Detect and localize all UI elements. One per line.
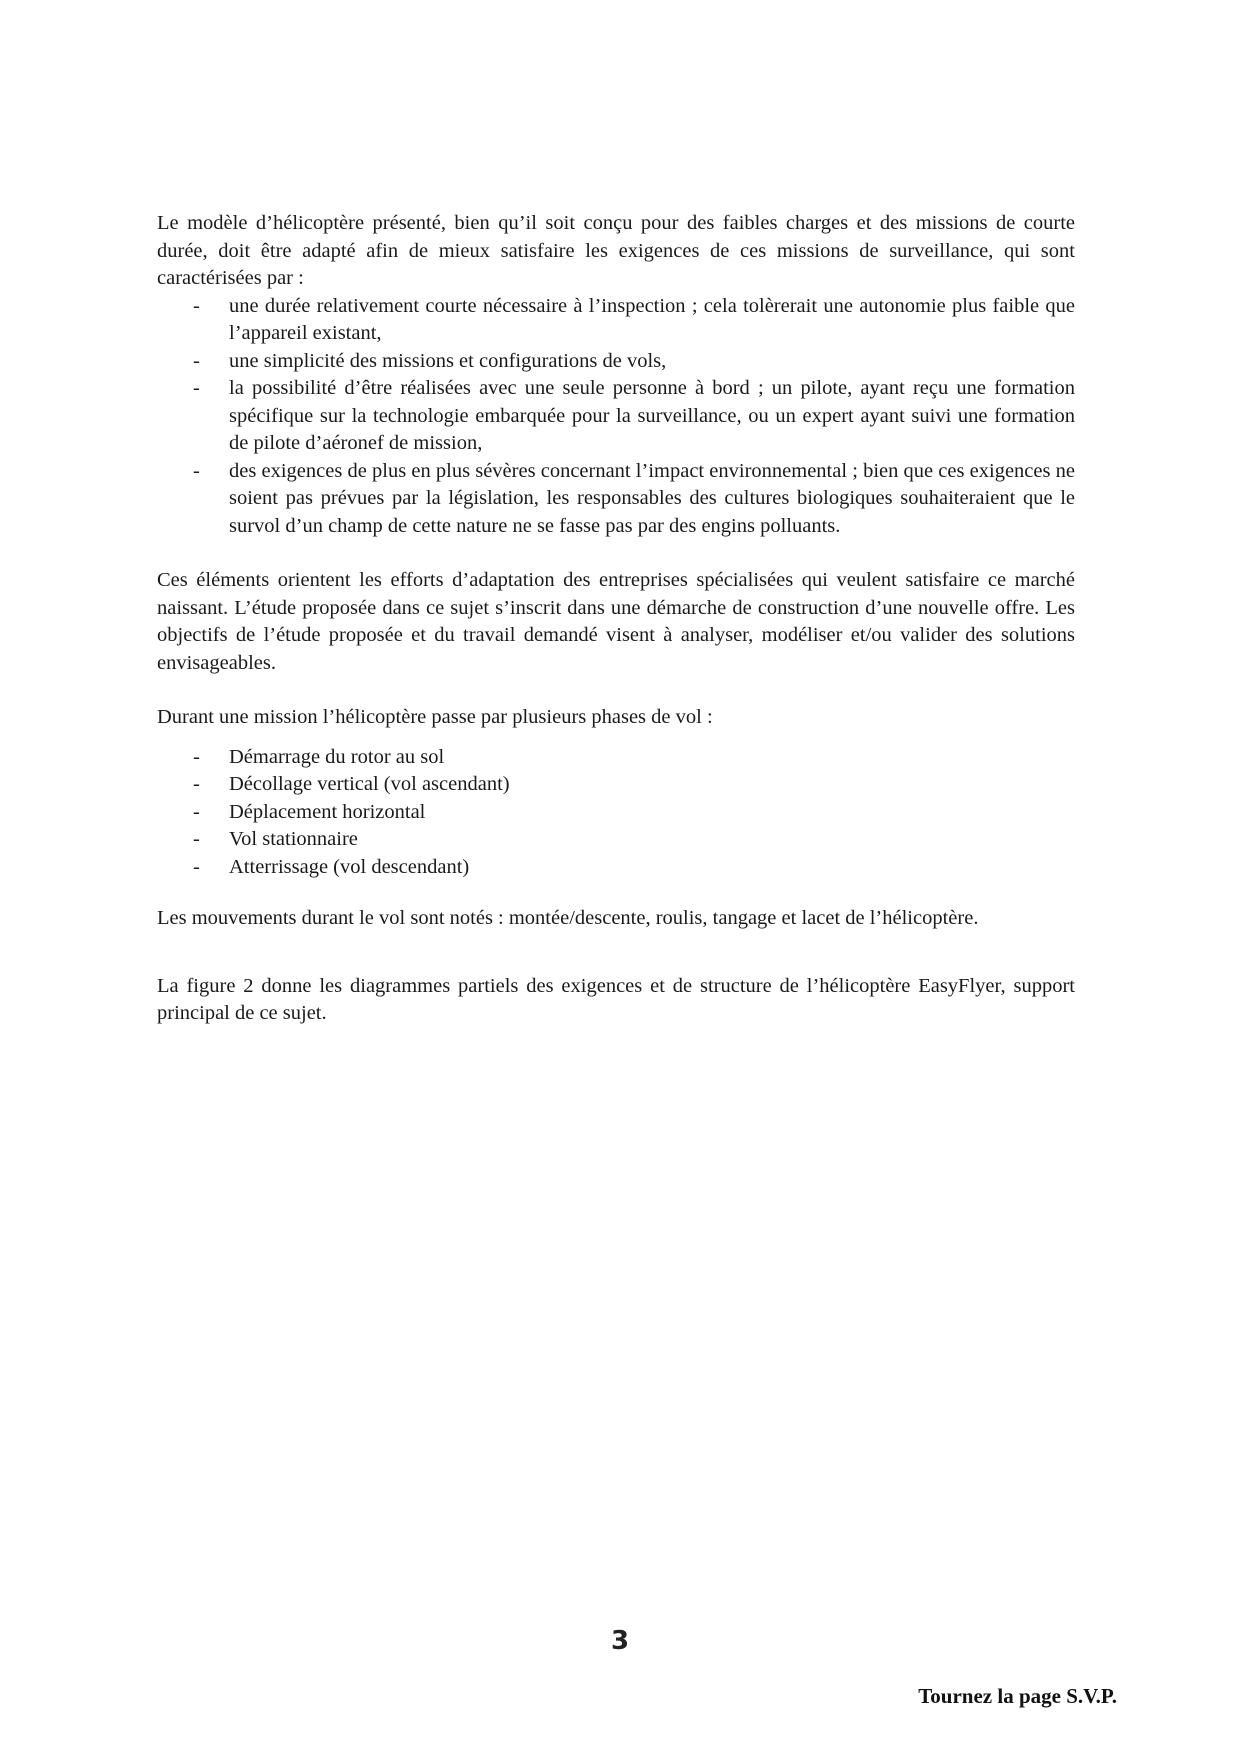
requirement-text: la possibilité d’être réalisées avec une seule personne à bord ; un pilote, ayant reçu une formation spécifique sur la technologie embarquée pour la surveillance, ou un expert ayant suivi une formation de pilote d’aéronef de mission, (229, 377, 1075, 454)
list-item (157, 826, 1075, 854)
movements-paragraph: Les mouvements durant le vol sont notés : montée/descente, roulis, tangage et lacet de l’hélicoptère. (157, 907, 979, 929)
phase-text: Décollage vertical (vol ascendant) (229, 773, 510, 795)
page-number: 3 (610, 1626, 630, 1656)
figure-reference-paragraph: La figure 2 donne les diagrammes partiels des exigences et de structure de l’hélicoptère EasyFlyer, support principal de ce sujet. (157, 974, 1075, 1024)
dash-bullet: - (193, 773, 200, 795)
phase-text: Atterrissage (vol descendant) (229, 855, 470, 878)
requirement-text: une durée relativement courte nécessaire à l’inspection ; cela tolèrerait une autonomie plus faible que l’appareil existant, (229, 294, 1075, 344)
phase-text: Déplacement horizontal (229, 800, 426, 823)
market-paragraph: Ces éléments orientent les efforts d’adaptation des entreprises spécialisées qui veulent satisfaire ce marché naissant. L’étude proposée dans ce sujet s’inscrit dans une démarche de construction d’une nouvelle offre. Les objectifs de l’étude proposée et du travail demandé visent à analyser, modéliser et/ou valider des solutions envisageables. (157, 569, 1075, 674)
dash-bullet: - (193, 349, 200, 372)
dash-bullet: - (193, 745, 200, 768)
list-item (157, 771, 1075, 799)
dash-bullet: - (193, 294, 200, 317)
phases-intro: Durant une mission l’hélicoptère passe par plusieurs phases de vol : (157, 706, 713, 728)
dash-bullet: - (193, 377, 200, 399)
list-item (157, 375, 1075, 458)
requirement-text: une simplicité des missions et configurations de vols, (229, 349, 667, 372)
requirement-text: des exigences de plus en plus sévères concernant l’impact environnemental ; bien que ces exigences ne soient pas prévues par la législation, les responsables des cultures biologiques souhaiteraient que le survol d’un champ de cette nature ne se fasse pas par des engins polluants. (229, 459, 1075, 537)
dash-bullet: - (193, 828, 200, 850)
turn-page-note: Tournez la page S.V.P. (918, 1684, 1117, 1708)
requirements-list (157, 293, 1075, 541)
list-item (157, 293, 1075, 348)
list-item (157, 799, 1075, 827)
list-item (157, 348, 1075, 376)
phase-text: Vol stationnaire (229, 828, 358, 850)
flight-phases-list (157, 744, 1075, 882)
dash-bullet: - (193, 800, 200, 823)
intro-paragraph: Le modèle d’hélicoptère présenté, bien qu’il soit conçu pour des faibles charges et des missions de courte durée, doit être adapté afin de mieux satisfaire les exigences de ces missions de surveillance, qui sont caractérisées par : (157, 212, 1075, 289)
phase-text: Démarrage du rotor au sol (229, 745, 445, 768)
dash-bullet: - (193, 459, 200, 482)
page-body (157, 210, 1075, 1028)
list-item (157, 744, 1075, 772)
list-item (157, 458, 1075, 541)
dash-bullet: - (193, 855, 200, 878)
list-item (157, 854, 1075, 882)
